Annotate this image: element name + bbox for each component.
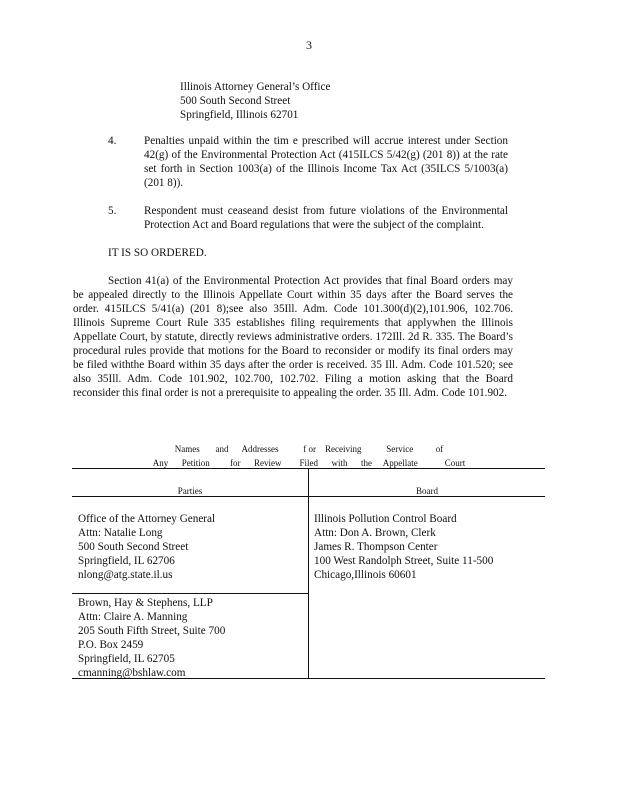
address-line: 500 South Second Street	[180, 95, 291, 107]
address-line: 500 South Second Street	[78, 541, 189, 553]
address-line: Illinois Attorney General’s Office	[180, 81, 331, 93]
email-line: cmanning@bshlaw.com	[78, 667, 186, 679]
list-item-5	[108, 204, 508, 234]
address-line: Attn: Natalie Long	[78, 527, 163, 539]
address-line: Attn: Claire A. Manning	[78, 611, 188, 623]
address-line: P.O. Box 2459	[78, 639, 144, 651]
party-address-attorney-general	[78, 512, 215, 582]
address-line: Illinois Pollution Control Board	[314, 513, 457, 525]
address-line: 205 South Fifth Street, Suite 700	[78, 625, 226, 637]
column-header-parties: Parties	[177, 486, 203, 496]
table-heading-line: Names and Addresses f or Receiving Service of	[174, 444, 444, 454]
list-item-4	[108, 134, 508, 194]
address-line: James R. Thompson Center	[314, 541, 438, 553]
address-line: Springfield, IL 62705	[78, 653, 175, 665]
page-number: 3	[306, 38, 312, 52]
table-column-divider	[308, 468, 309, 678]
address-line: 100 West Randolph Street, Suite 11-500	[314, 555, 494, 567]
address-block	[180, 80, 330, 122]
board-address	[314, 512, 493, 582]
table-heading-line: Any Petition for Review Filed with the Appellate Court	[152, 458, 466, 468]
address-line: Office of the Attorney General	[78, 513, 216, 525]
address-line: Attn: Don A. Brown, Clerk	[314, 527, 436, 539]
address-line: Springfield, IL 62706	[78, 555, 175, 567]
item-text: Penalties unpaid within the tim e prescribed will accrue interest under Section 42(g) of the Environmental Protection Act (415ILCS 5/42(g) (201 8)) at the rate set forth in Section 1003(a) of the Illinois Income Tax Act (35ILCS 5/1003(a) (201 8)).	[144, 135, 508, 189]
table-rule-party	[72, 593, 308, 594]
item-number: 5.	[108, 205, 117, 217]
item-number: 4.	[108, 135, 117, 147]
table-heading	[74, 442, 544, 470]
item-text: Respondent must ceaseand desist from future violations of the Environmental Protection Act and Board regulations that were the subject of the complaint.	[144, 205, 508, 231]
email-line: nlong@atg.state.il.us	[78, 569, 173, 581]
column-header-board: Board	[416, 486, 438, 496]
order-statement: IT IS SO ORDERED.	[108, 247, 207, 259]
address-line: Brown, Hay & Stephens, LLP	[78, 597, 213, 609]
appeal-paragraph: Section 41(a) of the Environmental Protection Act provides that final Board orders may be appealed directly to the Illinois Appellate Court within 35 days after the Board serves the order. 415ILCS 5/41(a) (201 8);see also 35Ill. Adm. Code 101.300(d)(2),101.906, 102.706. Illinois Supreme Court Rule 335 establishes filing requirements that applywhen the Illinois Appellate Court, by statute, directly reviews administrative orders. 172Ill. 2d R. 335. The Board’s procedural rules provide that motions for the Board to reconsider or modify its final orders may be filed withthe Board within 35 days after the order is received. 35 Ill. Adm. Code 101.520; see also 35Ill. Adm. Code 101.902, 102.700, 102.702. Filing a motion asking that the Board reconsider this final order is not a prerequisite to appealing the order. 35 Ill. Adm. Code 101.902.	[73, 275, 513, 399]
party-address-brown-hay	[78, 596, 225, 680]
address-line: Chicago,Illinois 60601	[314, 569, 417, 581]
address-line: Springfield, Illinois 62701	[180, 109, 299, 121]
